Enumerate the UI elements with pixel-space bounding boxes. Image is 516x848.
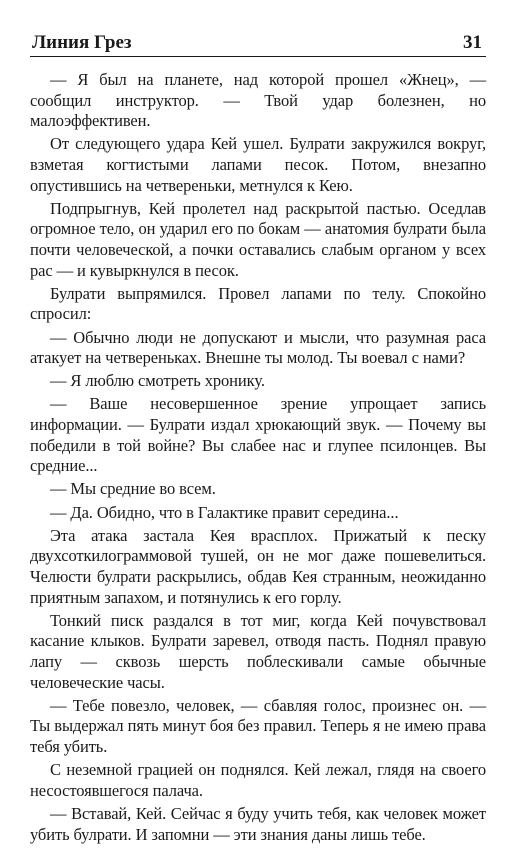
running-title: Линия Грез [32, 32, 132, 53]
paragraph: — Ваше несовершенное зрение упрощает запись информации. — Булрати издал хрюкающий звук. — Почему вы победили в той войне? Вы слабее нас и глупее псилонцев. Вы средние... [30, 394, 486, 476]
paragraph: От следующего удара Кей ушел. Булрати закружился вокруг, взметая когтистыми лапами песок. Потом, внезапно опустившись на четвереньки, метнулся к Кею. [30, 134, 486, 195]
paragraph: — Я был на планете, над которой прошел «Жнец», — сообщил инструктор. — Твой удар болезнен, но малоэффективен. [30, 70, 486, 131]
page-header [30, 26, 486, 57]
paragraph: — Вставай, Кей. Сейчас я буду учить тебя, как человек может убить булрати. И запомни — эти знания даны лишь тебе. [30, 803, 486, 844]
paragraph: Подпрыгнув, Кей пролетел над раскрытой пастью. Оседлав огромное тело, он ударил его по бокам — анатомия булрати была почти человеческой, а почки оставались слабым органом у всех рас — и кувыркнулся в песок. [30, 198, 486, 280]
page-number: 31 [463, 32, 482, 53]
paragraph: С неземной грацией он поднялся. Кей лежал, глядя на своего несостоявшегося палача. [30, 760, 486, 800]
paragraph: — Мы средние во всем. [50, 479, 216, 499]
body-text [30, 70, 486, 848]
paragraph: Булрати выпрямился. Провел лапами по телу. Спокойно спросил: [30, 283, 486, 324]
paragraph: — Да. Обидно, что в Галактике правит середина... [50, 502, 399, 522]
paragraph: Эта атака застала Кея врасплох. Прижатый к песку двухсоткилограммовой тушей, он не мог даже пошевелиться. Челюсти булрати раскрылись, обдав Кея странным, неожиданно приятным запахом, и потянулись к его горлу. [30, 525, 486, 607]
paragraph: Тонкий писк раздался в тот миг, когда Кей почувствовал касание клыков. Булрати заревел, отводя пасть. Поднял правую лапу — сквозь шерсть поблескивали самые обычные человеческие часы. [30, 610, 486, 692]
paragraph: — Я люблю смотреть хронику. [50, 371, 265, 391]
paragraph: — Тебе повезло, человек, — сбавляя голос, произнес он. — Ты выдержал пять минут боя без правил. Теперь я не имею права тебя убить. [30, 695, 486, 756]
paragraph: — Обычно люди не допускают и мысли, что разумная раса атакует на четвереньках. Внешне ты молод. Ты воевал с нами? [30, 327, 486, 368]
